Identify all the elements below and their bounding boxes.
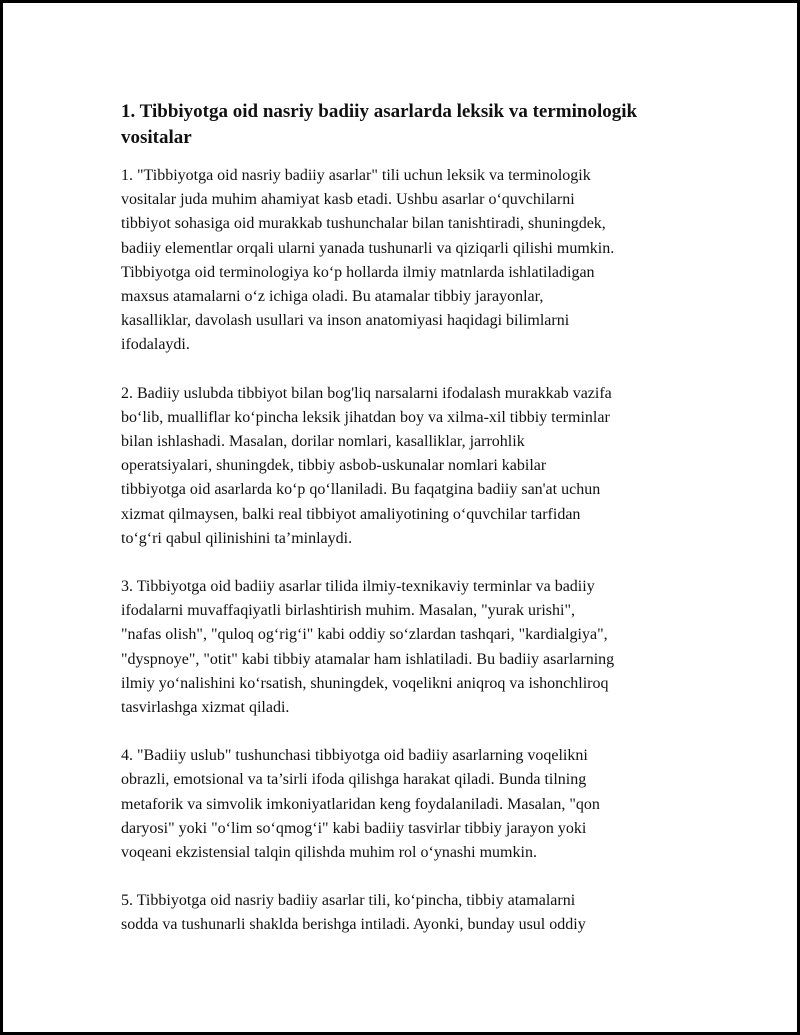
paragraph-3: 3. Tibbiyotga oid badiiy asarlar tilida ilmiy-texnikaviy terminlar va badiiy ifodalarni muvaffaqiyatli birlashtirish muhim. Masalan, "yurak urishi", "nafas olish", "quloq og‘rig‘i" kabi oddiy so‘zlardan tashqari, "kardialgiya", "dyspnoye", "otit" kabi tibbiy atamalar ham ishlatiladi. Bu badiiy asarlarning ilmiy yo‘nalishini ko‘rsatish, shuningdek, voqelikni aniqroq va ishonchliroq tasvirlashga xizmat qiladi. — [121, 578, 615, 717]
paragraph-1: 1. "Tibbiyotga oid nasriy badiiy asarlar" tili uchun leksik va terminologik vositalar juda muhim ahamiyat kasb etadi. Ushbu asarlar o‘quvchilarni tibbiyot sohasiga oid murakkab tushunchalar bilan tanishtiradi, shuningdek, badiiy elementlar orqali ularni yanada tushunarli va qiziqarli qilishi mumkin. Tibbiyotga oid terminologiya ko‘p hollarda ilmiy matnlarda ishlatiladigan maxsus atamalarni o‘z ichiga oladi. Bu atamalar tibbiy jarayonlar, kasalliklar, davolash usullari va inson anatomiyasi haqidagi bilimlarni ifodalaydi. — [121, 167, 615, 354]
document-body — [121, 99, 691, 962]
section-heading: 1. Tibbiyotga oid nasriy badiiy asarlarda leksik va terminologik vositalar — [121, 101, 638, 148]
paragraph-4: 4. "Badiiy uslub" tushunchasi tibbiyotga oid badiiy asarlarning voqelikni obrazli, emotsional va ta’sirli ifoda qilishga harakat qiladi. Bunda tilning metaforik va simvolik imkoniyatlaridan keng foydalaniladi. Masalan, "qon daryosi" yoki "o‘lim so‘qmog‘i" kabi badiiy tasvirlar tibbiy jarayon yoki voqeani ekzistensial talqin qilishda muhim rol o‘ynashi mumkin. — [121, 747, 600, 862]
paragraph-5: 5. Tibbiyotga oid nasriy badiiy asarlar tili, ko‘pincha, tibbiy atamalarni sodda va tushunarli shaklda berishga intiladi. Ayonki, bunday usul oddiy — [121, 892, 586, 934]
paragraph-2: 2. Badiiy uslubda tibbiyot bilan bog'liq narsalarni ifodalash murakkab vazifa bo‘lib, mualliflar ko‘pincha leksik jihatdan boy va xilma-xil tibbiy terminlar bilan ishlashadi. Masalan, dorilar nomlari, kasalliklar, jarrohlik operatsiyalari, shuningdek, tibbiy asbob-uskunalar nomlari kabilar tibbiyotga oid asarlarda ko‘p qo‘llaniladi. Bu faqatgina badiiy san'at uchun xizmat qilmaysen, balki real tibbiyot amaliyotining o‘quvchilar tarfidan to‘g‘ri qabul qilinishini ta’minlaydi. — [121, 384, 612, 547]
